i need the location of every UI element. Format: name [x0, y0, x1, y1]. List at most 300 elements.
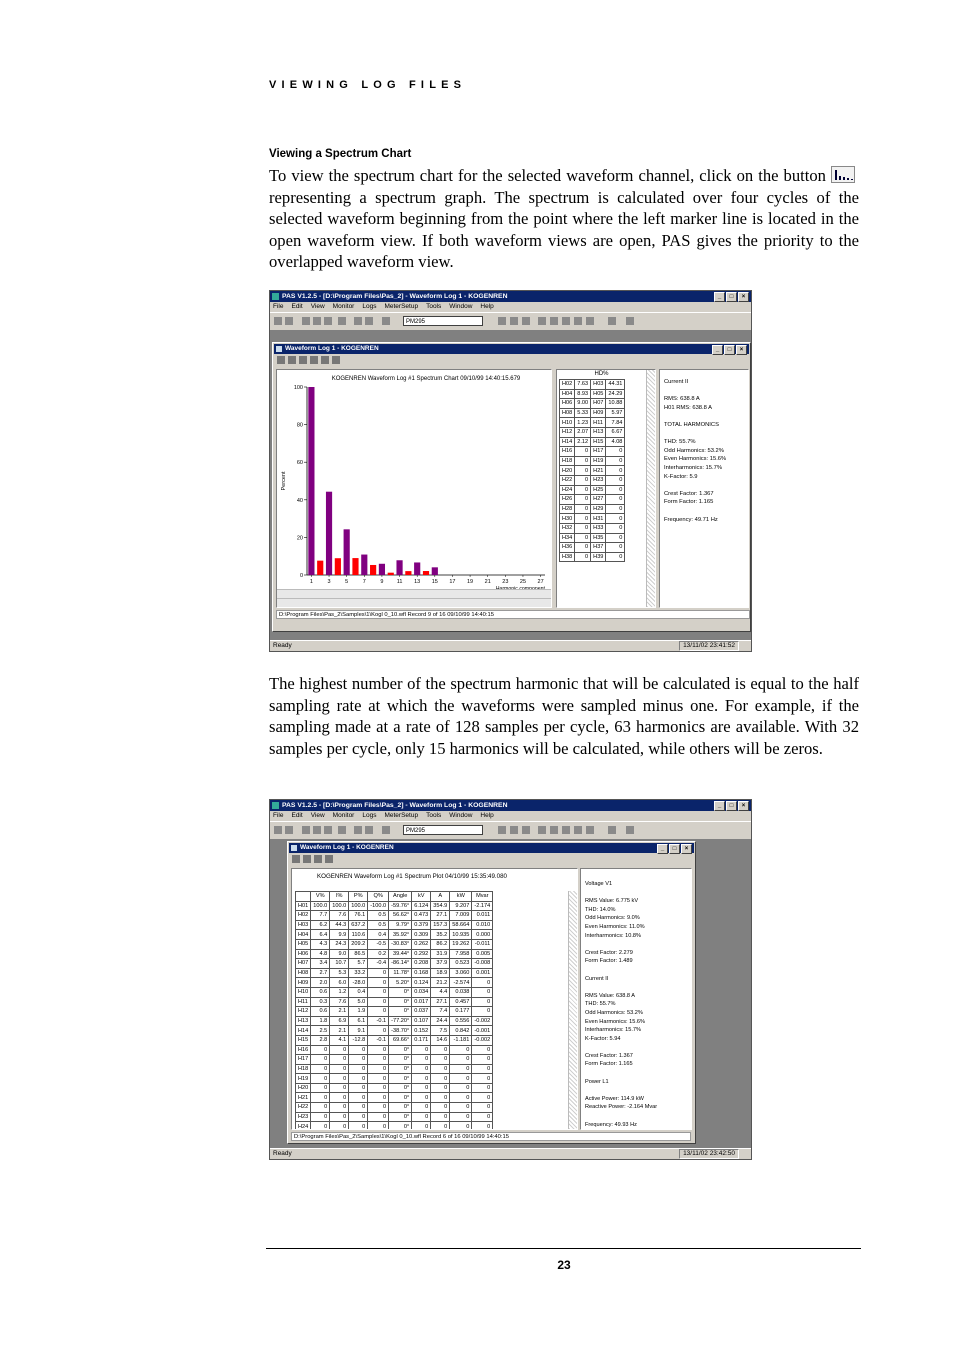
paste-icon[interactable] — [324, 317, 332, 325]
stop-icon[interactable] — [586, 826, 594, 834]
table-row — [296, 911, 493, 921]
table-row — [296, 1074, 493, 1084]
harmonic-label: H17 — [296, 1055, 311, 1065]
table-cell: -77.20° — [389, 1016, 412, 1026]
spectrum-table-vscroll[interactable] — [568, 891, 577, 1129]
open-icon[interactable] — [274, 826, 282, 834]
play-icon[interactable] — [498, 317, 506, 325]
table-cell: 4.3 — [311, 939, 330, 949]
table-cell: 18.9 — [431, 968, 450, 978]
x-tick-label: 5 — [345, 579, 349, 585]
footer-rule — [266, 1248, 861, 1249]
table-cell: 0 — [330, 1093, 349, 1103]
harmonic-label: H07 — [296, 959, 311, 969]
harmonic-label: H02 — [296, 911, 311, 921]
table-cell: 0.017 — [412, 997, 431, 1007]
table-cell: 0 — [311, 1074, 330, 1084]
menu-metersetup[interactable]: MeterSetup — [384, 303, 419, 310]
spectrum-bar — [317, 561, 323, 575]
child-title: Waveform Log 1 - KOGENREN — [285, 345, 379, 352]
maximize-button[interactable]: □ — [726, 292, 737, 302]
upload-icon[interactable] — [365, 317, 373, 325]
child-maximize-button[interactable]: □ — [669, 844, 680, 854]
child-minimize-button[interactable]: _ — [712, 345, 723, 355]
font-icon[interactable] — [382, 317, 390, 325]
table-cell: 0° — [389, 1083, 412, 1093]
table-row — [296, 978, 493, 988]
table-cell: 0 — [450, 1103, 472, 1113]
next-record-icon[interactable] — [562, 317, 570, 325]
font-icon[interactable] — [382, 826, 390, 834]
harmonic-value: 0 — [606, 504, 625, 514]
play-icon[interactable] — [498, 826, 506, 834]
menu-logs[interactable]: Logs — [362, 303, 377, 310]
table-cell: 0.107 — [412, 1016, 431, 1026]
table-cell: 0 — [431, 1074, 450, 1084]
info-line: Form Factor: 1.489 — [585, 958, 633, 965]
harmonic-label: H34 — [560, 533, 575, 543]
table-cell: 33.2 — [349, 968, 368, 978]
next-record-icon[interactable] — [562, 826, 570, 834]
table-cell: 0 — [431, 1064, 450, 1074]
table-cell: 0 — [431, 1045, 450, 1055]
menu-help[interactable]: Help — [480, 303, 494, 310]
menu-metersetup[interactable]: MeterSetup — [384, 812, 419, 819]
first-record-icon[interactable] — [538, 826, 546, 834]
spectrum-chart — [277, 370, 551, 593]
x-tick-label: 1 — [309, 579, 313, 585]
close-button[interactable]: × — [738, 292, 749, 302]
harmonic-label: H14 — [296, 1026, 311, 1036]
spectrum-table — [295, 891, 493, 1130]
table-cell: 9.1 — [349, 1026, 368, 1036]
close-button[interactable]: × — [738, 801, 749, 811]
table-cell: -28.0 — [349, 978, 368, 988]
harmonics-vscroll[interactable] — [646, 370, 655, 607]
info-line: Crest Factor: 1.367 — [585, 1052, 633, 1059]
table-cell: 0 — [311, 1064, 330, 1074]
table-cell: -0.008 — [472, 959, 493, 969]
info-line: Current II — [585, 975, 609, 982]
menu-view[interactable]: View — [310, 303, 325, 310]
status-clock-2: 13/11/02 23:42:50 — [679, 1149, 739, 1159]
device-select-2[interactable]: PM295 — [403, 825, 483, 835]
harmonic-value: 0 — [575, 475, 591, 485]
marker-icon[interactable] — [321, 356, 329, 364]
last-record-icon[interactable] — [574, 317, 582, 325]
menu-help[interactable]: Help — [480, 812, 494, 819]
table-cell: 0 — [368, 1103, 389, 1113]
harmonics-row — [560, 475, 625, 485]
overlap-icon[interactable] — [299, 356, 307, 364]
spectrum-icon[interactable] — [325, 855, 333, 863]
column-header: Q% — [368, 892, 389, 902]
table-cell: 637.2 — [349, 920, 368, 930]
info-line: Power L1 — [585, 1078, 609, 1085]
menu-monitor[interactable]: Monitor — [332, 812, 355, 819]
last-record-icon[interactable] — [574, 826, 582, 834]
table-cell: 7.009 — [450, 911, 472, 921]
status-text-2: Ready — [273, 1150, 292, 1157]
copy-icon[interactable] — [313, 826, 321, 834]
harmonics-row — [560, 543, 625, 553]
harmonics-row — [560, 380, 625, 390]
cut-icon[interactable] — [302, 826, 310, 834]
table-cell: 0 — [368, 1045, 389, 1055]
spectrum-bar — [308, 387, 314, 575]
first-record-icon[interactable] — [538, 317, 546, 325]
harmonic-value: 0 — [606, 523, 625, 533]
table-cell: 0.842 — [450, 1026, 472, 1036]
table-cell: -2.574 — [450, 978, 472, 988]
multi-waveform-icon[interactable] — [314, 855, 322, 863]
table-cell: 7.6 — [330, 911, 349, 921]
info-line — [585, 1043, 691, 1052]
harmonic-label: H10 — [296, 987, 311, 997]
harmonic-label: H13 — [296, 1016, 311, 1026]
table-cell: 0° — [389, 1045, 412, 1055]
table-cell: 86.5 — [349, 949, 368, 959]
open-icon[interactable] — [274, 317, 282, 325]
table-cell: 0 — [450, 1112, 472, 1122]
spectrum-bar — [396, 560, 402, 575]
overlap-icon[interactable] — [303, 855, 311, 863]
info-line: Form Factor: 1.165 — [664, 499, 714, 506]
table-cell: 2.7 — [311, 968, 330, 978]
menu-window[interactable]: Window — [449, 812, 473, 819]
table-cell: 0.262 — [412, 939, 431, 949]
child-title-2: Waveform Log 1 - KOGENREN — [300, 844, 394, 851]
info-line: Even Harmonics: 11.0% — [585, 923, 645, 930]
window-icon[interactable] — [608, 317, 616, 325]
harmonic-label: H08 — [560, 408, 575, 418]
y-tick-label: 60 — [296, 460, 303, 467]
x-tick-label: 11 — [396, 579, 403, 585]
minimize-button[interactable]: _ — [714, 292, 725, 302]
table-cell: 0 — [368, 968, 389, 978]
waveform-icon[interactable] — [292, 855, 300, 863]
table-cell: 2.1 — [330, 1026, 349, 1036]
table-cell: -12.8 — [349, 1035, 368, 1045]
table-cell: 0 — [368, 1074, 389, 1084]
help-icon[interactable] — [626, 317, 634, 325]
table-cell: 0° — [389, 1112, 412, 1122]
table-cell: 0 — [412, 1103, 431, 1113]
info-line — [664, 507, 748, 516]
tools-icon[interactable] — [354, 826, 362, 834]
spectrum-bar — [352, 558, 358, 575]
table-cell: 0 — [472, 987, 493, 997]
x-tick-label: 3 — [327, 579, 331, 585]
info-line: Odd Harmonics: 53.2% — [585, 1009, 643, 1016]
info-line: RMS: 638.8 A — [664, 396, 700, 403]
harmonic-label: H22 — [296, 1103, 311, 1113]
table-cell: 44.3 — [330, 920, 349, 930]
status-text: Ready — [273, 642, 292, 649]
harmonic-label: H38 — [560, 552, 575, 562]
x-tick-label: 17 — [449, 579, 456, 585]
table-cell: 0.034 — [412, 987, 431, 997]
table-cell: 0 — [472, 1074, 493, 1084]
child-toolbar-2 — [292, 855, 333, 865]
harmonics-row — [560, 456, 625, 466]
print-icon[interactable] — [338, 826, 346, 834]
harmonics-row — [560, 408, 625, 418]
table-cell: 2.5 — [311, 1026, 330, 1036]
prev-record-icon[interactable] — [550, 826, 558, 834]
prev-record-icon[interactable] — [550, 317, 558, 325]
info-line: Interharmonics: 15.7% — [664, 464, 722, 471]
menu-edit[interactable]: Edit — [291, 812, 303, 819]
tools-icon[interactable] — [354, 317, 362, 325]
table-row — [296, 1026, 493, 1036]
harmonic-value: 1.23 — [575, 418, 591, 428]
table-row — [296, 1093, 493, 1103]
info-line — [664, 481, 748, 490]
harmonic-label: H16 — [296, 1045, 311, 1055]
table-cell: 0 — [311, 1122, 330, 1130]
harmonic-label: H11 — [296, 997, 311, 1007]
table-cell: 0 — [330, 1045, 349, 1055]
info-line: Form Factor: 1.165 — [585, 1061, 633, 1068]
harmonic-label: H20 — [296, 1083, 311, 1093]
harmonic-value: 0 — [575, 495, 591, 505]
harmonics-table-header: HD% — [594, 371, 609, 377]
info-line — [664, 430, 748, 439]
table-row — [296, 1045, 493, 1055]
chart-hscroll-2[interactable] — [277, 598, 551, 607]
table-cell: 0.005 — [472, 949, 493, 959]
status-clock: 13/11/02 23:41:52 — [679, 641, 739, 651]
table-cell: 0 — [368, 1122, 389, 1130]
harmonic-label: H31 — [591, 514, 606, 524]
info-line — [664, 387, 748, 396]
save-icon[interactable] — [285, 826, 293, 834]
intro-paragraph — [269, 165, 859, 273]
table-cell: 209.2 — [349, 939, 368, 949]
table-cell: 37.9 — [431, 959, 450, 969]
chart-pane — [276, 369, 552, 608]
info-line: Even Harmonics: 15.6% — [585, 1018, 646, 1025]
table-cell: 0.556 — [450, 1016, 472, 1026]
table-cell: 0 — [349, 1045, 368, 1055]
table-cell: 0 — [368, 978, 389, 988]
table-cell: 0 — [349, 1122, 368, 1130]
table-row — [296, 1055, 493, 1065]
harmonic-value: 8.93 — [575, 389, 591, 399]
table-row — [296, 987, 493, 997]
info-line: Interharmonics: 15.7% — [585, 1027, 641, 1034]
window-icon[interactable] — [608, 826, 616, 834]
info-line: Odd Harmonics: 53.2% — [664, 447, 724, 454]
y-tick-label: 80 — [296, 422, 303, 429]
harmonic-label: H14 — [560, 437, 575, 447]
cut-icon[interactable] — [302, 317, 310, 325]
table-cell: 0 — [349, 1112, 368, 1122]
menu-edit[interactable]: Edit — [291, 303, 303, 310]
upload-icon[interactable] — [365, 826, 373, 834]
table-row — [296, 901, 493, 911]
stop-icon[interactable] — [586, 317, 594, 325]
harmonics-row — [560, 466, 625, 476]
save-icon[interactable] — [285, 317, 293, 325]
help-icon[interactable] — [626, 826, 634, 834]
table-cell: 0 — [311, 1103, 330, 1113]
table-cell: 0 — [472, 1007, 493, 1017]
table-cell: 100.0 — [311, 901, 330, 911]
status-bar — [270, 640, 751, 651]
harmonic-value: 0 — [575, 514, 591, 524]
table-cell: 7.6 — [330, 997, 349, 1007]
info-line: RMS Value: 638.8 A — [585, 992, 635, 999]
menu-tools[interactable]: Tools — [426, 812, 442, 819]
table-cell: -59.76° — [389, 901, 412, 911]
column-header: Angle — [389, 892, 412, 902]
x-tick-label: 27 — [537, 579, 544, 585]
main-toolbar-2 — [270, 821, 751, 840]
maximize-button[interactable]: □ — [726, 801, 737, 811]
menu-logs[interactable]: Logs — [362, 812, 377, 819]
harmonic-value: 24.29 — [606, 389, 625, 399]
harmonic-value: 0 — [606, 456, 625, 466]
child-close-button[interactable]: × — [736, 345, 747, 355]
device-select[interactable]: PM295 — [403, 316, 483, 326]
menu-view[interactable]: View — [310, 812, 325, 819]
table-cell: 9.207 — [450, 901, 472, 911]
harmonic-value: 7.84 — [606, 418, 625, 428]
menu-window[interactable]: Window — [449, 303, 473, 310]
table-cell: 35.92° — [389, 930, 412, 940]
harmonic-value: 0 — [575, 552, 591, 562]
waveform-icon[interactable] — [288, 356, 296, 364]
multi-waveform-icon[interactable] — [310, 356, 318, 364]
table-cell: 0 — [330, 1083, 349, 1093]
spectrum-bar — [344, 529, 350, 575]
info-line: Crest Factor: 2.279 — [585, 949, 633, 956]
table-cell: -0.1 — [368, 1016, 389, 1026]
table-cell: 0.177 — [450, 1007, 472, 1017]
table-cell: 4.4 — [431, 987, 450, 997]
chart-hscroll-1[interactable] — [277, 589, 551, 598]
table-cell: 2.8 — [311, 1035, 330, 1045]
menu-monitor[interactable]: Monitor — [332, 303, 355, 310]
table-cell: 21.2 — [431, 978, 450, 988]
table-cell: 10.7 — [330, 959, 349, 969]
spectrum-bar — [370, 565, 376, 575]
table-row — [296, 1122, 493, 1130]
harmonic-value: 0 — [606, 495, 625, 505]
table-cell: 0 — [472, 1064, 493, 1074]
table-cell: 0 — [349, 1083, 368, 1093]
harmonics-table-pane — [556, 369, 656, 608]
table-cell: 0.124 — [412, 978, 431, 988]
step-icon[interactable] — [522, 826, 530, 834]
table-cell: 4.1 — [330, 1035, 349, 1045]
child-close-button[interactable]: × — [681, 844, 692, 854]
table-cell: 0 — [412, 1064, 431, 1074]
table-cell: 0.001 — [472, 968, 493, 978]
menu-file[interactable]: File — [273, 303, 284, 310]
table-cell: 0 — [472, 1055, 493, 1065]
table-cell: 27.1 — [431, 997, 450, 1007]
harmonic-label: H24 — [560, 485, 575, 495]
table-cell: 0 — [450, 1122, 472, 1130]
table-cell: 0.038 — [450, 987, 472, 997]
column-header: Mvar — [472, 892, 493, 902]
menu-tools[interactable]: Tools — [426, 303, 442, 310]
table-cell: 0° — [389, 1122, 412, 1130]
paste-icon[interactable] — [324, 826, 332, 834]
app-title-bar-2 — [270, 800, 751, 811]
table-cell: 7.4 — [431, 1007, 450, 1017]
table-row — [296, 1083, 493, 1093]
intro-text-a: To view the spectrum chart for the selected waveform channel, click on the button — [269, 166, 826, 185]
copy-icon[interactable] — [313, 317, 321, 325]
harmonic-label: H26 — [560, 495, 575, 505]
info-line — [585, 1086, 691, 1095]
harmonics-row — [560, 418, 625, 428]
harmonic-label: H01 — [296, 901, 311, 911]
menu-bar — [270, 302, 751, 312]
table-view-icon[interactable] — [277, 356, 285, 364]
table-cell: 0 — [330, 1055, 349, 1065]
harmonic-label: H33 — [591, 523, 606, 533]
harmonic-value: 5.97 — [606, 408, 625, 418]
table-cell: 6.124 — [412, 901, 431, 911]
table-cell: 1.8 — [311, 1016, 330, 1026]
harmonic-value: 7.63 — [575, 380, 591, 390]
chart-title: KOGENREN Waveform Log #1 Spectrum Chart 09/10/99 14:40:15.679 — [331, 376, 521, 382]
table-cell: 24.3 — [330, 939, 349, 949]
menu-file[interactable]: File — [273, 812, 284, 819]
step-icon[interactable] — [522, 317, 530, 325]
child-minimize-button[interactable]: _ — [657, 844, 668, 854]
harmonic-label: H23 — [296, 1112, 311, 1122]
table-cell: 39.44° — [389, 949, 412, 959]
spectrum-bar — [326, 492, 332, 575]
table-cell: 0 — [450, 1055, 472, 1065]
channel-info-pane — [659, 369, 749, 608]
info-line: K-Factor: 5.94 — [585, 1035, 621, 1042]
table-cell: 3.060 — [450, 968, 472, 978]
file-path-bar: D:\Program Files\Pas_2\Samples\1\Kogl 0_10.wfl Record 9 of 16 09/10/99 14:40:15 — [276, 610, 750, 619]
print-icon[interactable] — [338, 317, 346, 325]
info-line: Reactive Power: -2.164 Mvar — [585, 1104, 658, 1111]
minimize-button[interactable]: _ — [714, 801, 725, 811]
table-cell: 0 — [472, 1103, 493, 1113]
table-cell: -0.001 — [472, 1026, 493, 1036]
child-maximize-button[interactable]: □ — [724, 345, 735, 355]
table-cell: 0 — [349, 1064, 368, 1074]
app-title-2: PAS V1.2.5 - [D:\Program Files\Pas_2] - Waveform Log 1 - KOGENREN — [282, 802, 508, 809]
spectrum-bar — [414, 562, 420, 575]
harmonic-label: H37 — [591, 543, 606, 553]
table-cell: 0° — [389, 1074, 412, 1084]
y-tick-label: 40 — [296, 497, 303, 504]
info-line: THD: 14.0% — [585, 906, 616, 913]
y-tick-label: 100 — [293, 385, 303, 391]
spectrum-bar — [335, 558, 341, 575]
table-cell: 5.20° — [389, 978, 412, 988]
table-cell: 0.208 — [412, 959, 431, 969]
info-line: Crest Factor: 1.367 — [664, 490, 714, 497]
harmonic-label: H10 — [560, 418, 575, 428]
harmonic-label: H29 — [591, 504, 606, 514]
timer-icon[interactable] — [332, 356, 340, 364]
harmonic-label: H08 — [296, 968, 311, 978]
fast-forward-icon[interactable] — [510, 826, 518, 834]
fast-forward-icon[interactable] — [510, 317, 518, 325]
